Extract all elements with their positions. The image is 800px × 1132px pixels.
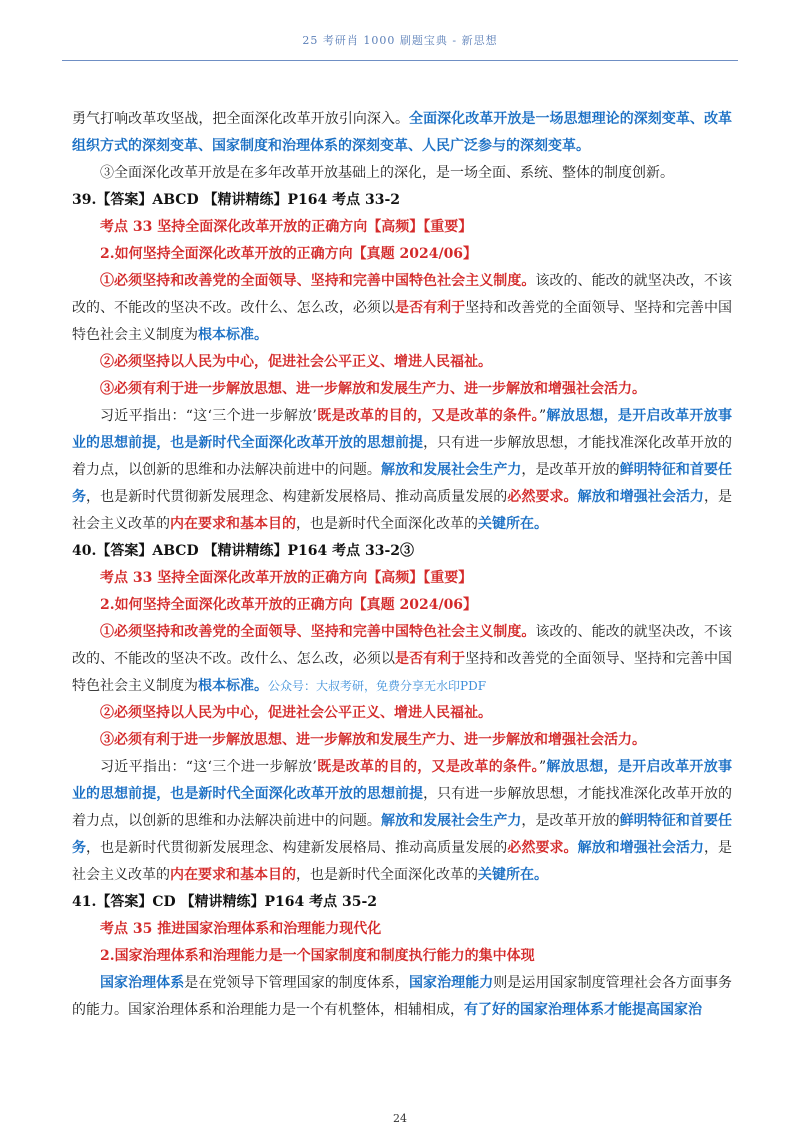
text-span: ” xyxy=(538,408,547,424)
highlight-blue: 国家治理体系 xyxy=(100,975,185,991)
highlight-blue: 鲜明特征和首要任务 xyxy=(72,462,733,505)
highlight-red: ①必须坚持和改善党的全面领导、坚持和完善中国特色社会主义制度。 xyxy=(100,273,536,289)
highlight-red: 是否有利于 xyxy=(395,651,466,667)
text-span: 习近平指出：“这‘三个进一步解放’ xyxy=(100,408,317,424)
text-span: ，是社会主义改革的 xyxy=(72,840,733,883)
topic-heading-40: 考点 33 坚持全面深化改革开放的正确方向【高频】【重要】 xyxy=(100,570,473,586)
text-span: 坚持和改善党的全面领导、坚持和完善中国特色社会主义制度为 xyxy=(72,651,733,694)
point-2-39: ②必须坚持以人民为中心，促进社会公平正义、增进人民福祉。 xyxy=(100,354,492,370)
answer-39: 39.【答案】ABCD 【精讲精练】P164 考点 33-2 xyxy=(72,192,401,208)
subtopic-heading-41: 2.国家治理体系和治理能力是一个国家制度和制度执行能力的集中体现 xyxy=(100,948,535,964)
highlight-red: 既是改革的目的，又是改革的条件。 xyxy=(316,408,539,424)
page-content xyxy=(72,106,732,1024)
text-span: ，也是新时代全面深化改革的 xyxy=(296,867,478,883)
answer-40: 40.【答案】ABCD 【精讲精练】P164 考点 33-2③ xyxy=(72,543,415,559)
text-span: 勇气打响改革攻坚战，把全面深化改革开放引向深入。 xyxy=(72,111,410,127)
text-span: 是在党领导下管理国家的制度体系， xyxy=(184,975,410,991)
page-number: 24 xyxy=(393,1112,407,1125)
header-title: 25 考研肖 1000 刷题宝典 - 新思想 xyxy=(302,34,498,47)
highlight-blue: 解放和增强社会活力 xyxy=(577,489,704,505)
highlight-red: ①必须坚持和改善党的全面领导、坚持和完善中国特色社会主义制度。 xyxy=(100,624,536,640)
watermark-text: 公众号：大叔考研，免费分享无水印PDF xyxy=(268,679,487,693)
text-span: ，也是新时代贯彻新发展理念、构建新发展格局、推动高质量发展的 xyxy=(86,489,508,505)
subtopic-heading-39: 2.如何坚持全面深化改革开放的正确方向【真题 2024/06】 xyxy=(100,246,478,262)
paragraph-point-3: ③全面深化改革开放是在多年改革开放基础上的深化，是一场全面、系统、整体的制度创新。 xyxy=(100,165,674,181)
highlight-blue: 关键所在。 xyxy=(478,867,548,883)
highlight-blue: 解放和发展社会生产力 xyxy=(380,462,522,478)
highlight-red: 必然要求。 xyxy=(507,489,578,505)
point-1-40 xyxy=(72,619,732,700)
text-span: ，只有进一步解放思想，才能找准深化改革开放的着力点，以创新的思维和办法解决前进中的问题。 xyxy=(72,435,733,478)
highlight-red: 内在要求和基本目的 xyxy=(170,867,296,883)
highlight-blue: 解放和增强社会活力 xyxy=(577,840,704,856)
text-span: 该改的、能改的就坚决改，不该改的、不能改的坚决不改。改什么、怎么改，必须以 xyxy=(72,624,733,667)
text-span: ，是社会主义改革的 xyxy=(72,489,733,532)
text-span: 习近平指出：“这‘三个进一步解放’ xyxy=(100,759,317,775)
subtopic-heading-40: 2.如何坚持全面深化改革开放的正确方向【真题 2024/06】 xyxy=(100,597,478,613)
paragraph-continuation xyxy=(72,106,732,160)
point-3-39: ③必须有利于进一步解放思想、进一步解放和发展生产力、进一步解放和增强社会活力。 xyxy=(100,381,646,397)
point-1-39 xyxy=(72,268,732,349)
topic-heading-41: 考点 35 推进国家治理体系和治理能力现代化 xyxy=(100,921,382,937)
quote-paragraph-39 xyxy=(72,403,732,538)
topic-heading-39: 考点 33 坚持全面深化改革开放的正确方向【高频】【重要】 xyxy=(100,219,473,235)
text-span: ，也是新时代全面深化改革的 xyxy=(296,516,478,532)
highlight-blue: 根本标准。 xyxy=(198,678,268,694)
quote-paragraph-40 xyxy=(72,754,732,889)
highlight-blue: 国家治理能力 xyxy=(409,975,494,991)
text-span: ，也是新时代贯彻新发展理念、构建新发展格局、推动高质量发展的 xyxy=(86,840,508,856)
highlight-blue: 解放和发展社会生产力 xyxy=(380,813,522,829)
highlight-blue: 鲜明特征和首要任务 xyxy=(72,813,733,856)
point-2-40: ②必须坚持以人民为中心，促进社会公平正义、增进人民福祉。 xyxy=(100,705,492,721)
text-span: 则是运用国家制度管理社会各方面事务的能力。国家治理体系和治理能力是一个有机整体，相辅相成， xyxy=(72,975,733,1018)
text-span: ，只有进一步解放思想，才能找准深化改革开放的着力点，以创新的思维和办法解决前进中的问题。 xyxy=(72,786,733,829)
page-header xyxy=(0,0,800,60)
highlight-blue: 有了好的国家治理体系才能提高国家治 xyxy=(464,1002,702,1018)
answer-41: 41.【答案】CD 【精讲精练】P164 考点 35-2 xyxy=(72,894,378,910)
text-span: ” xyxy=(538,759,547,775)
highlight-blue: 关键所在。 xyxy=(478,516,548,532)
highlight-red: 既是改革的目的，又是改革的条件。 xyxy=(316,759,539,775)
text-span: ，是改革开放的 xyxy=(521,462,620,478)
highlight-blue: 解放思想，是开启改革开放事业的思想前提，也是新时代全面深化改革开放的思想前提 xyxy=(72,759,733,802)
highlight-red: 是否有利于 xyxy=(395,300,466,316)
highlight-blue: 全面深化改革开放是一场思想理论的深刻变革、改革组织方式的深刻变革、国家制度和治理体系的深刻变革、人民广泛参与的深刻变革。 xyxy=(72,111,733,154)
text-span: 该改的、能改的就坚决改，不该改的、不能改的坚决不改。改什么、怎么改，必须以 xyxy=(72,273,733,316)
highlight-blue: 根本标准。 xyxy=(198,327,268,343)
text-span: ，是改革开放的 xyxy=(521,813,620,829)
point-3-40: ③必须有利于进一步解放思想、进一步解放和发展生产力、进一步解放和增强社会活力。 xyxy=(100,732,646,748)
highlight-red: 内在要求和基本目的 xyxy=(170,516,296,532)
header-divider xyxy=(62,60,738,61)
paragraph-41 xyxy=(72,970,732,1024)
text-span: 坚持和改善党的全面领导、坚持和完善中国特色社会主义制度为 xyxy=(72,300,733,343)
highlight-red: 必然要求。 xyxy=(507,840,578,856)
highlight-blue: 解放思想，是开启改革开放事业的思想前提，也是新时代全面深化改革开放的思想前提 xyxy=(72,408,733,451)
